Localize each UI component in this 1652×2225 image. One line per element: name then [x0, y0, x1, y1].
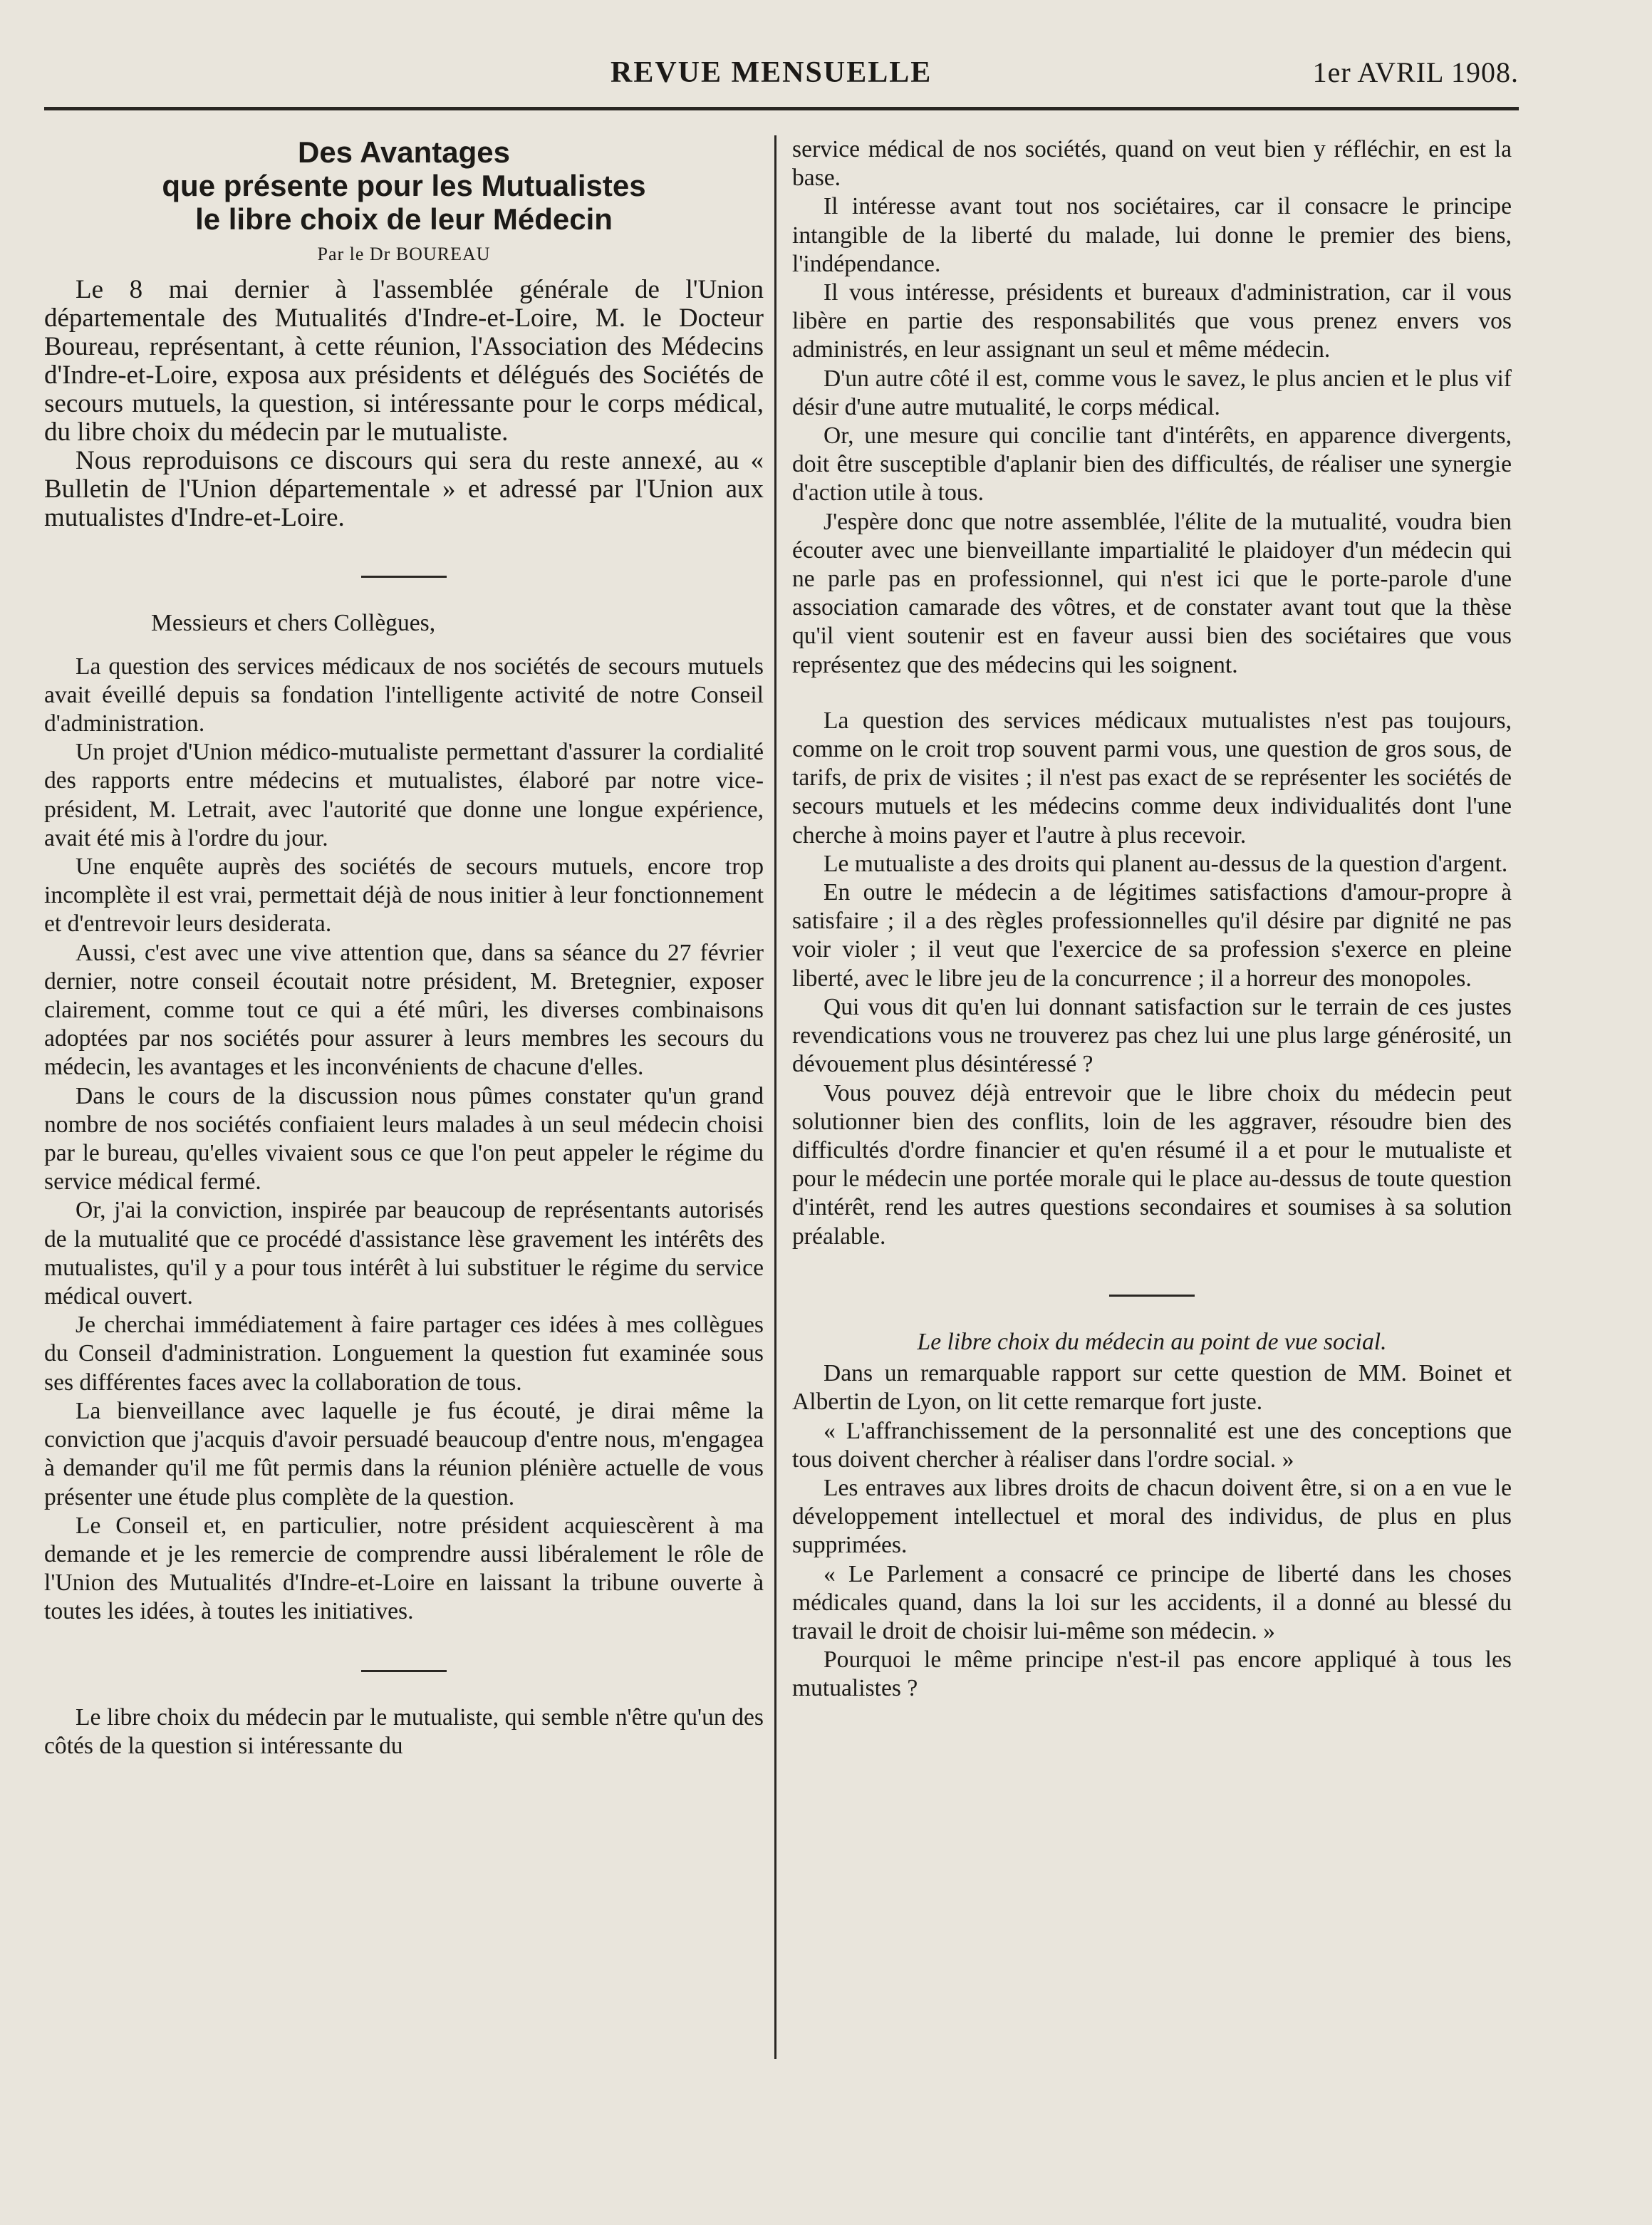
paragraph: Un projet d'Union médico-mutualiste permettant d'assurer la cordialité des rapports entre médecins et mutualistes, élaboré par notre vice-président, M. Letrait, avec l'autorité que donne une longue expérience, avait été mis à l'ordre du jour.	[44, 739, 764, 851]
paragraph: Dans un remarquable rapport sur cette question de MM. Boinet et Albertin de Lyon, on lit cette remarque fort juste.	[792, 1360, 1512, 1416]
page-header	[44, 50, 1519, 103]
column-divider	[774, 135, 776, 2059]
paragraph: Je cherchai immédiatement à faire partager ces idées à mes collègues du Conseil d'administration. Longuement la question fut examinée sous ses différentes faces avec la collaboration de tous.	[44, 1312, 764, 1396]
paragraph: La question des services médicaux mutualistes n'est pas toujours, comme on le croit trop souvent parmi vous, une question de gros sous, de tarifs, de prix de visites ; il n'est pas exact de se représenter les sociétés de secours mutuels et les médecins comme deux individualités dont l'une cherche à moins payer et l'autre à plus recevoir.	[792, 707, 1512, 849]
paragraph: Les entraves aux libres droits de chacun doivent être, si on a en vue le développement intellectuel et moral des individus, de plus en plus supprimées.	[792, 1474, 1512, 1559]
quote: « Le Parlement a consacré ce principe de liberté dans les choses médicales quand, dans la loi sur les accidents, il a donné au blessé du travail le droit de choisir lui-même son médecin. »	[792, 1560, 1512, 1644]
paragraph: J'espère donc que notre assemblée, l'élite de la mutualité, voudra bien écouter avec une bienveillante impartialité le plaidoyer d'un médecin qui ne parle pas en professionnel, qui n'est ici que le porte-parole d'une association camarade des vôtres, et de constater avant tout que la thèse qu'il vient soutenir est en faveur aussi bien des sociétaires que vous représentez que des médecins qui les soignent.	[792, 508, 1512, 678]
title-line-3: le libre choix de leur Médecin	[195, 202, 613, 236]
paragraph: Le mutualiste a des droits qui planent au-dessus de la question d'argent.	[824, 850, 1508, 877]
title-line-2: que présente pour les Mutualistes	[162, 169, 646, 202]
left-column	[44, 135, 764, 1760]
salutation: Messieurs et chers Collègues,	[151, 610, 436, 637]
paragraph: Pourquoi le même principe n'est-il pas encore appliqué à tous les mutualistes ?	[792, 1646, 1512, 1702]
paragraph: La question des services médicaux de nos sociétés de secours mutuels avait éveillé depuis sa fondation l'intelligente activité de notre Conseil d'administration.	[44, 653, 764, 737]
intro-paragraph: Nous reproduisons ce discours qui sera du reste annexé, au « Bulletin de l'Union départementale » et adressé par l'Union aux mutualistes d'Indre-et-Loire.	[44, 446, 764, 533]
paragraph: D'un autre côté il est, comme vous le savez, le plus ancien et le plus vif désir d'une autre mutualité, le corps médical.	[792, 365, 1512, 420]
paragraph: En outre le médecin a de légitimes satisfactions d'amour-propre à satisfaire ; il a des règles professionnelles qu'il désire par dignité ne pas voir violer ; il veut que l'exercice de sa profession s'exerce en pleine liberté, avec le libre jeu de la concurrence ; il a horreur des monopoles.	[792, 879, 1512, 992]
journal-title: REVUE MENSUELLE	[611, 56, 933, 89]
article-title	[44, 135, 764, 236]
separator	[44, 556, 764, 585]
title-line-1: Des Avantages	[297, 135, 511, 169]
paragraph: Dans le cours de la discussion nous pûmes constater qu'un grand nombre de nos sociétés confiaient leurs malades à un seul médecin choisi par le bureau, qu'elles vivaient sous ce que l'on peut appeler le régime du service médical fermé.	[44, 1082, 764, 1196]
paragraph: Aussi, c'est avec une vive attention que, dans sa séance du 27 février dernier, notre conseil écoutait notre président, M. Bretegnier, exposer clairement, comme tout ce qui a été mûri, les diverses combinaisons adoptées par nos sociétés pour assurer à leurs membres les secours du médecin, les avantages et les inconvénients de chacune d'elles.	[44, 939, 764, 1081]
paragraph: Il intéresse avant tout nos sociétaires, car il consacre le principe intangible de la liberté du malade, lui donne le premier des biens, l'indépendance.	[792, 193, 1512, 277]
issue-date: 1er AVRIL 1908.	[1312, 56, 1519, 88]
intro-paragraph: Le 8 mai dernier à l'assemblée générale de l'Union départementale des Mutualités d'Indre-et-Loire, M. le Docteur Boureau, représentant, à cette réunion, l'Association des Médecins d'Indre-et-Loire, exposa aux présidents et délégués des Sociétés de secours mutuels, la question, si intéressante pour le corps médical, du libre choix du médecin par le mutualiste.	[44, 275, 764, 447]
separator	[44, 1651, 764, 1679]
right-column	[792, 135, 1512, 1703]
quote: « L'affranchissement de la personnalité est une des conceptions que tous doivent chercher à réaliser dans l'ordre social. »	[792, 1417, 1512, 1473]
paragraph: Or, j'ai la conviction, inspirée par beaucoup de représentants autorisés de la mutualité que ce procédé d'assistance lèse gravement les intérêts des mutualistes, qu'il y a pour tous intérêt à lui substituer le régime du service médical ouvert.	[44, 1197, 764, 1310]
paragraph: Vous pouvez déjà entrevoir que le libre choix du médecin peut solutionner bien des conflits, loin de les aggraver, résoudre bien des difficultés d'ordre financier et qu'en résumé il a et pour le mutualiste et pour le médecin une portée morale qui le place au-dessus de toute question d'intérêt, rend les autres questions secondaires et soumises à sa solution préalable.	[792, 1079, 1512, 1250]
paragraph: Le Conseil et, en particulier, notre président acquiescèrent à ma demande et je les remercie de comprendre aussi libéralement le rôle de l'Union des Mutualités d'Indre-et-Loire en laissant la tribune ouverte à toutes les idées, à toutes les initiatives.	[44, 1512, 764, 1625]
paragraph: Il vous intéresse, présidents et bureaux d'administration, car il vous libère en partie des responsabilités que vous prenez envers vos administrés, en leur assignant un seul et même médecin.	[792, 279, 1512, 363]
paragraph: Le libre choix du médecin par le mutualiste, qui semble n'être qu'un des côtés de la question si intéressante du	[44, 1703, 764, 1759]
paragraph: Or, une mesure qui concilie tant d'intérêts, en apparence divergents, doit être susceptible d'aplanir bien des difficultés, de réaliser une synergie d'action utile à tous.	[792, 422, 1512, 507]
paragraph: Qui vous dit qu'en lui donnant satisfaction sur le terrain de ces justes revendications vous ne trouverez pas chez lui une plus large générosité, un dévouement plus désintéressé ?	[792, 993, 1512, 1078]
section-heading: Le libre choix du médecin au point de vue social.	[917, 1328, 1387, 1355]
spacer	[792, 680, 1512, 707]
header-rule	[44, 107, 1519, 110]
paragraph: Une enquête auprès des sociétés de secours mutuels, encore trop incomplète il est vrai, permettait déjà de nous initier à leur fonctionnement et d'entrevoir leurs desiderata.	[44, 854, 764, 938]
paragraph: service médical de nos sociétés, quand on veut bien y réfléchir, en est la base.	[792, 136, 1512, 192]
separator	[792, 1275, 1512, 1304]
byline: Par le Dr BOUREAU	[317, 244, 491, 264]
paragraph: La bienveillance avec laquelle je fus écouté, je dirai même la conviction que j'acquis d'avoir persuadé beaucoup d'entre nous, m'engagea à demander qu'il me fût permis dans la réunion plénière actuelle de vous présenter une étude plus complète de la question.	[44, 1397, 764, 1510]
